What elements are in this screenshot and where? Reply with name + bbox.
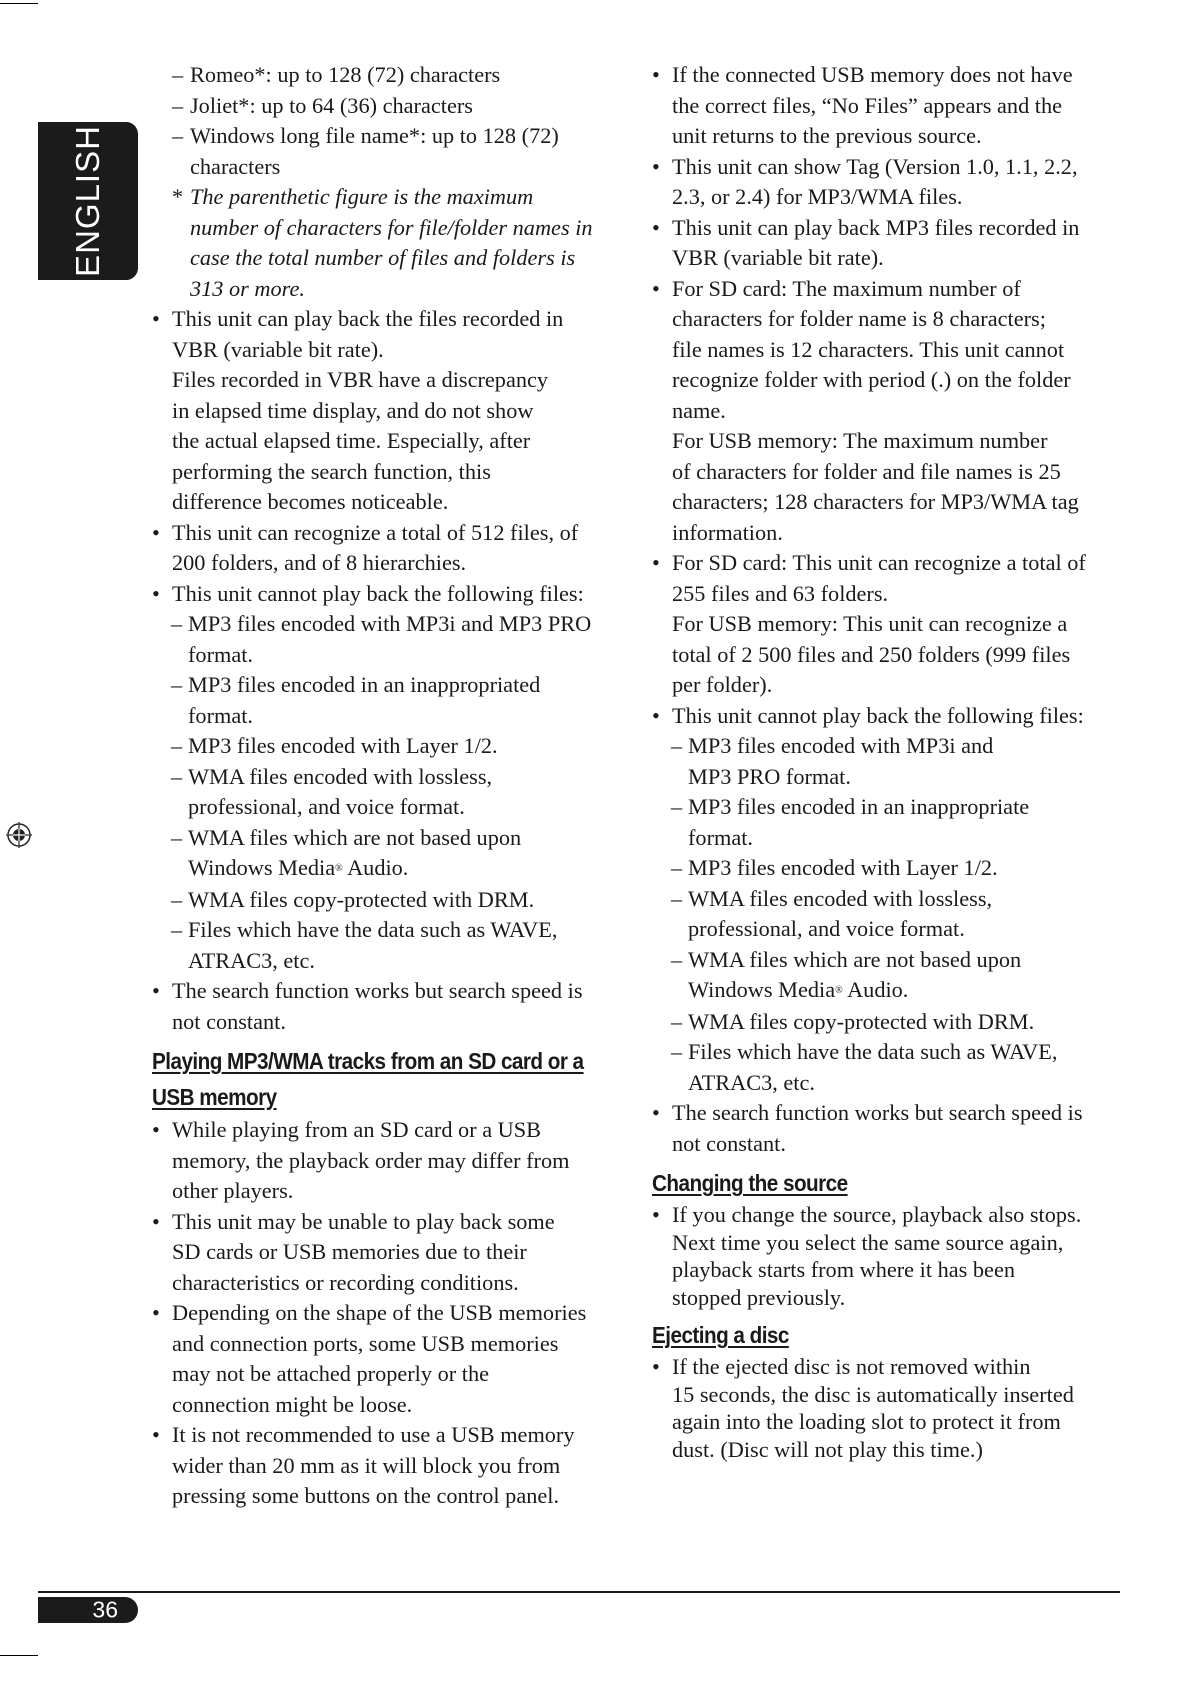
section-heading: Changing the source [652, 1170, 848, 1196]
bullet-line: • For SD card: The maximum number of [652, 274, 1127, 305]
dash-line: – MP3 files encoded in an inappropriate [652, 792, 1127, 823]
text-line: Files recorded in VBR have a discrepancy [172, 367, 549, 392]
bullet-line: • This unit can play back MP3 files recorded in [652, 213, 1127, 244]
text-line: playback starts from where it has been [672, 1257, 1015, 1282]
text-line: performing the search function, this [172, 458, 491, 484]
text-line: characters; 128 characters for MP3/WMA tag [672, 489, 1079, 514]
text-line: other players. [172, 1178, 294, 1203]
footnote-line: * The parenthetic figure is the maximum [152, 182, 622, 213]
text-line: 200 folders, and of 8 hierarchies. [172, 550, 467, 575]
dash-line: – MP3 files encoded in an inappropriated [152, 670, 622, 701]
text-line: recognize folder with period (.) on the folder [672, 367, 1071, 392]
text-line: professional, and voice format. [688, 916, 965, 941]
page-number-tab [38, 1597, 138, 1623]
dash-line: – Files which have the data such as WAVE, [652, 1037, 1127, 1068]
text-line: format. [688, 824, 754, 850]
text-line: not constant. [172, 1008, 286, 1034]
crop-mark-bottom [0, 1655, 38, 1656]
text-line: SD cards or USB memories due to their [172, 1239, 527, 1264]
text-line: and connection ports, some USB memories [172, 1330, 559, 1356]
text-line: VBR (variable bit rate). [172, 336, 384, 362]
text-line: information. [672, 519, 783, 545]
text-line: 2.3, or 2.4) for MP3/WMA files. [672, 184, 963, 209]
text-line: professional, and voice format. [188, 794, 465, 819]
bullet-line: • While playing from an SD card or a USB [152, 1115, 622, 1146]
section-heading: Playing MP3/WMA tracks from an SD card or a [152, 1048, 584, 1074]
text-line: name. [672, 397, 726, 423]
text-line: – Joliet*: up to 64 (36) characters [152, 91, 622, 122]
footnote-line: 313 or more. [190, 275, 305, 301]
text-line: 255 files and 63 folders. [672, 580, 889, 606]
text-line: ATRAC3, etc. [688, 1069, 815, 1095]
section-heading: Ejecting a disc [652, 1322, 789, 1348]
text-line: For USB memory: This unit can recognize a [672, 611, 1068, 636]
text-line: of characters for folder and file names is 25 [672, 458, 1061, 484]
text-line [652, 975, 1127, 1007]
bullet-line: • This unit may be unable to play back some [152, 1207, 622, 1238]
right-column [652, 60, 1127, 1463]
dash-line: – Files which have the data such as WAVE, [152, 915, 622, 946]
text-line: the actual elapsed time. Especially, after [172, 428, 531, 453]
text-line: file names is 12 characters. This unit cannot [672, 336, 1065, 362]
text-line: memory, the playback order may differ from [172, 1147, 570, 1173]
dash-line: – MP3 files encoded with MP3i and MP3 PRO [152, 609, 622, 640]
text-line: format. [188, 641, 254, 667]
section-heading: USB memory [152, 1084, 277, 1110]
bullet-line: • Depending on the shape of the USB memories [152, 1298, 622, 1329]
crop-mark-top [0, 3, 38, 4]
text-line: not constant. [672, 1130, 786, 1156]
dash-line: – WMA files which are not based upon [652, 945, 1127, 976]
bullet-line: • If you change the source, playback also stops. [652, 1201, 1127, 1229]
text-line: total of 2 500 files and 250 folders (999 files [672, 641, 1071, 667]
language-tab-label: ENGLISH [69, 125, 106, 277]
text-line: – Windows long file name*: up to 128 (72) [152, 121, 622, 152]
text-fragment: Audio. [842, 977, 909, 1002]
text-line: the correct files, “No Files” appears and the [672, 92, 1063, 118]
text-line: again into the loading slot to protect it from [672, 1409, 1061, 1434]
bullet-line: • This unit cannot play back the following files: [152, 579, 622, 610]
text-line: characteristics or recording conditions. [172, 1269, 519, 1295]
text-line: unit returns to the previous source. [672, 123, 982, 148]
footer-rule [38, 1591, 1120, 1593]
text-fragment: Windows Media [688, 977, 836, 1002]
bullet-line: • This unit can play back the files recorded in [152, 304, 622, 335]
text-line: characters for folder name is 8 characters; [672, 306, 1046, 331]
dash-line: – WMA files which are not based upon [152, 823, 622, 854]
bullet-line: • This unit can recognize a total of 512 files, of [152, 518, 622, 549]
bullet-line: • It is not recommended to use a USB memory [152, 1420, 622, 1451]
text-line: VBR (variable bit rate). [672, 245, 884, 270]
bullet-line: • For SD card: This unit can recognize a total of [652, 548, 1127, 579]
text-line: MP3 PRO format. [688, 763, 851, 789]
text-line: per folder). [672, 672, 773, 697]
registered-mark: ® [835, 985, 843, 996]
text-line: format. [188, 702, 254, 728]
dash-line: – MP3 files encoded with Layer 1/2. [152, 731, 622, 762]
bullet-line: • The search function works but search speed is [152, 976, 622, 1007]
footnote-line: number of characters for file/folder names in [190, 214, 593, 240]
left-column [152, 60, 622, 1512]
text-line: in elapsed time display, and do not show [172, 397, 534, 423]
text-line: pressing some buttons on the control panel. [172, 1483, 560, 1508]
text-line: may not be attached properly or the [172, 1361, 489, 1386]
text-line: For USB memory: The maximum number [672, 428, 1048, 453]
dash-line: – WMA files copy-protected with DRM. [652, 1007, 1127, 1038]
dash-line: – WMA files copy-protected with DRM. [152, 885, 622, 916]
text-fragment: Audio. [342, 855, 409, 880]
registration-mark-icon [6, 822, 32, 848]
text-line: Next time you select the same source again, [672, 1229, 1064, 1255]
dash-line: – WMA files encoded with lossless, [652, 884, 1127, 915]
page-number: 36 [92, 1596, 118, 1623]
bullet-line: • This unit can show Tag (Version 1.0, 1.1, 2.2, [652, 152, 1127, 183]
registered-mark: ® [335, 863, 343, 874]
bullet-line: • The search function works but search speed is [652, 1098, 1127, 1129]
bullet-line: • If the ejected disc is not removed within [652, 1353, 1127, 1381]
bullet-line: • If the connected USB memory does not have [652, 60, 1127, 91]
text-fragment: Windows Media [188, 855, 336, 880]
text-line: dust. (Disc will not play this time.) [672, 1436, 983, 1462]
text-line: – Romeo*: up to 128 (72) characters [152, 60, 622, 91]
text-line: ATRAC3, etc. [188, 947, 315, 973]
text-line: connection might be loose. [172, 1391, 413, 1417]
dash-line: – MP3 files encoded with MP3i and [652, 731, 1127, 762]
text-line: wider than 20 mm as it will block you from [172, 1452, 561, 1478]
dash-line: – WMA files encoded with lossless, [152, 762, 622, 793]
dash-line: – MP3 files encoded with Layer 1/2. [652, 853, 1127, 884]
text-line: 15 seconds, the disc is automatically inserted [672, 1381, 1074, 1407]
text-line: characters [190, 153, 281, 179]
text-line: stopped previously. [672, 1284, 846, 1310]
bullet-line: • This unit cannot play back the following files: [652, 701, 1127, 732]
text-line: difference becomes noticeable. [172, 489, 449, 514]
footnote-line: case the total number of files and folders is [190, 245, 576, 270]
text-line [152, 853, 622, 885]
language-tab [38, 122, 138, 280]
